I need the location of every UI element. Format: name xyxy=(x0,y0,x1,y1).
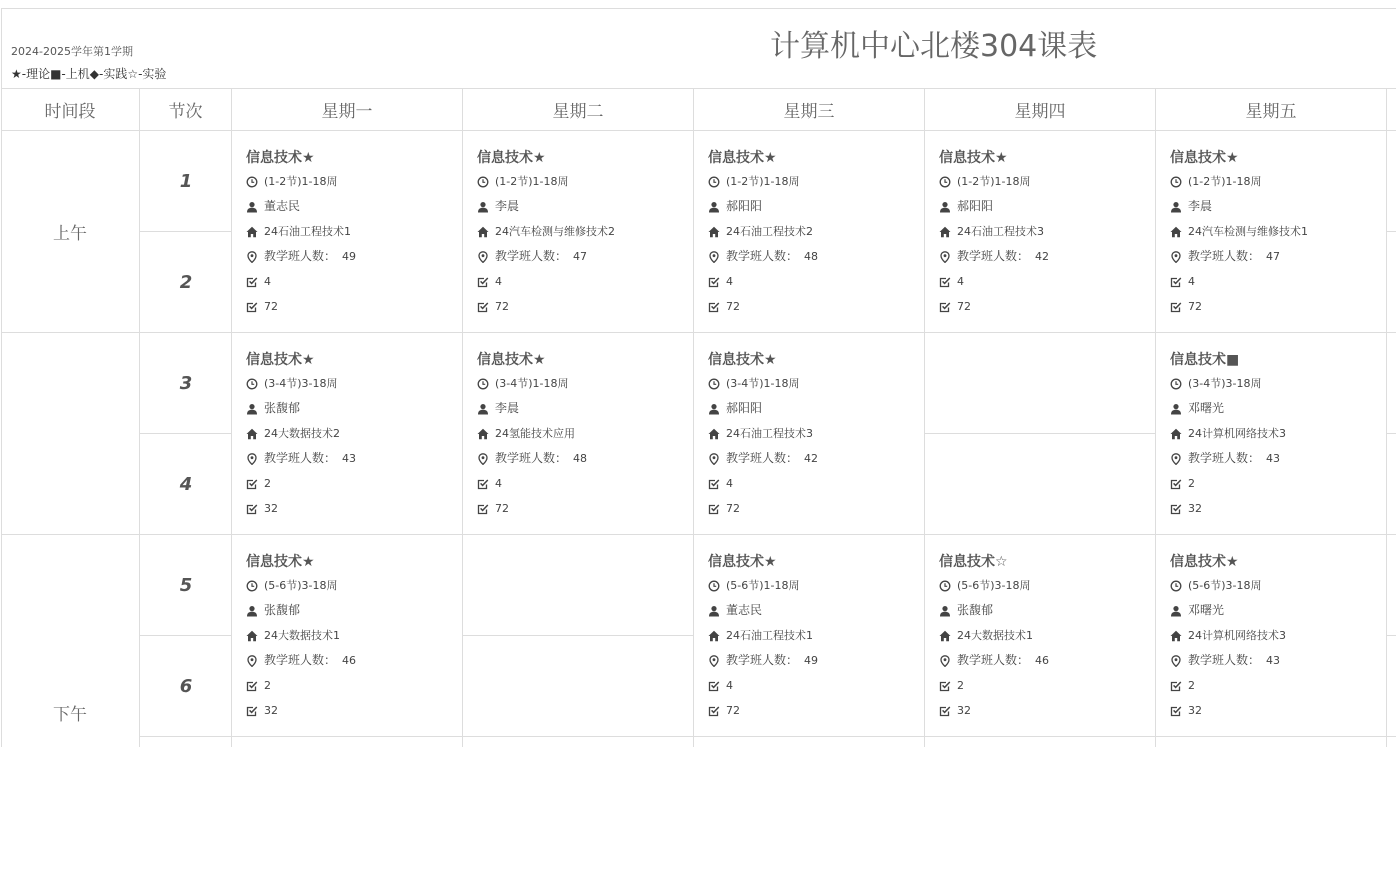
course-hours: 72 xyxy=(726,704,740,717)
course-time-row xyxy=(477,169,694,194)
slot-number: 1 xyxy=(179,171,193,192)
course-class: 24汽车检测与维修技术2 xyxy=(495,225,615,238)
check-square-icon xyxy=(708,503,720,515)
course-name: 信息技术★ xyxy=(477,352,546,368)
user-icon xyxy=(246,403,258,415)
course-size-row xyxy=(1170,244,1387,269)
class-size-value: 47 xyxy=(573,250,588,263)
course-class-row xyxy=(246,421,463,446)
course-cell-mon56[interactable] xyxy=(232,535,463,723)
course-teacher-row xyxy=(1170,194,1387,219)
course-class-row xyxy=(708,421,925,446)
course-name: 信息技术★ xyxy=(708,352,777,368)
map-pin-icon xyxy=(708,655,720,667)
course-hours-row xyxy=(939,294,1156,319)
user-icon xyxy=(708,605,720,617)
check-square-icon xyxy=(708,705,720,717)
course-credit-row xyxy=(1170,269,1387,294)
course-teacher: 李晨 xyxy=(495,401,520,415)
course-time: (3-4节)3-18周 xyxy=(1188,377,1262,390)
course-teacher: 李晨 xyxy=(495,199,520,213)
home-icon xyxy=(477,428,489,440)
course-hours-row xyxy=(477,496,694,521)
class-size-value: 48 xyxy=(573,452,588,465)
class-size-label: 教学班人数： xyxy=(957,653,1030,667)
course-teacher-row xyxy=(1170,396,1387,421)
slot-number: 3 xyxy=(179,373,193,394)
course-hours: 72 xyxy=(726,502,740,515)
course-size-row xyxy=(477,244,694,269)
course-size-row xyxy=(708,244,925,269)
course-class: 24石油工程技术3 xyxy=(957,225,1044,238)
course-teacher-row xyxy=(246,396,463,421)
check-square-icon xyxy=(477,301,489,313)
course-time-row xyxy=(708,371,925,396)
course-class-row xyxy=(708,219,925,244)
course-credit-row xyxy=(246,269,463,294)
class-size-label: 教学班人数： xyxy=(1188,451,1261,465)
clock-icon xyxy=(246,378,258,390)
course-class-row xyxy=(939,623,1156,648)
course-time: (5-6节)3-18周 xyxy=(1188,579,1262,592)
check-square-icon xyxy=(246,478,258,490)
check-square-icon xyxy=(1170,503,1182,515)
clock-icon xyxy=(939,176,951,188)
course-teacher-row xyxy=(708,396,925,421)
class-size-value: 46 xyxy=(1035,654,1050,667)
course-hours-row xyxy=(708,496,925,521)
class-size-value: 42 xyxy=(1035,250,1050,263)
course-hours-row xyxy=(477,294,694,319)
course-teacher: 张馥郁 xyxy=(957,603,994,617)
course-class: 24石油工程技术1 xyxy=(264,225,351,238)
check-square-icon xyxy=(246,705,258,717)
course-cell-wed34[interactable] xyxy=(694,333,925,521)
clock-icon xyxy=(477,378,489,390)
class-size-label: 教学班人数： xyxy=(726,653,799,667)
map-pin-icon xyxy=(246,251,258,263)
course-teacher: 郝阳阳 xyxy=(957,199,994,213)
course-time: (1-2节)1-18周 xyxy=(495,175,569,188)
course-cell-thu12[interactable] xyxy=(925,131,1156,319)
course-type-legend: ★-理论■-上机◆-实践☆-实验 xyxy=(11,67,167,81)
user-icon xyxy=(939,605,951,617)
course-teacher: 董志民 xyxy=(726,603,763,617)
course-size-row xyxy=(939,244,1156,269)
clock-icon xyxy=(246,580,258,592)
course-time-row xyxy=(939,573,1156,598)
map-pin-icon xyxy=(939,251,951,263)
course-teacher: 张馥郁 xyxy=(264,401,301,415)
check-square-icon xyxy=(708,301,720,313)
course-hours: 32 xyxy=(264,502,278,515)
course-hours-row xyxy=(246,294,463,319)
course-hours: 72 xyxy=(1188,300,1202,313)
course-teacher: 郝阳阳 xyxy=(726,401,763,415)
course-teacher-row xyxy=(246,598,463,623)
clock-icon xyxy=(708,176,720,188)
course-hours-row xyxy=(708,294,925,319)
column-header-slot: 节次 xyxy=(168,101,203,122)
course-cell-tue34[interactable] xyxy=(463,333,694,521)
map-pin-icon xyxy=(1170,453,1182,465)
course-class: 24大数据技术1 xyxy=(957,629,1033,642)
course-teacher-row xyxy=(939,598,1156,623)
course-hours: 72 xyxy=(957,300,971,313)
period-afternoon: 下午 xyxy=(53,705,87,725)
course-credit-row xyxy=(939,673,1156,698)
course-size-row xyxy=(708,446,925,471)
course-credit: 4 xyxy=(495,477,502,490)
course-teacher-row xyxy=(708,598,925,623)
course-credit-row xyxy=(246,471,463,496)
slot-number: 5 xyxy=(179,575,193,596)
course-size-row xyxy=(939,648,1156,673)
course-name: 信息技术☆ xyxy=(939,554,1008,570)
course-time: (1-2节)1-18周 xyxy=(1188,175,1262,188)
course-hours: 32 xyxy=(957,704,971,717)
check-square-icon xyxy=(477,503,489,515)
map-pin-icon xyxy=(477,251,489,263)
course-cell-tue12[interactable] xyxy=(463,131,694,319)
course-time-row xyxy=(246,169,463,194)
course-name: 信息技术★ xyxy=(708,554,777,570)
check-square-icon xyxy=(708,478,720,490)
map-pin-icon xyxy=(246,453,258,465)
period-morning: 上午 xyxy=(53,224,87,244)
class-size-value: 46 xyxy=(342,654,357,667)
course-teacher-row xyxy=(939,194,1156,219)
course-time: (3-4节)3-18周 xyxy=(264,377,338,390)
map-pin-icon xyxy=(1170,655,1182,667)
course-hours: 32 xyxy=(1188,502,1202,515)
course-hours-row xyxy=(246,698,463,723)
class-size-label: 教学班人数： xyxy=(264,653,337,667)
check-square-icon xyxy=(477,276,489,288)
class-size-value: 49 xyxy=(804,654,819,667)
clock-icon xyxy=(477,176,489,188)
map-pin-icon xyxy=(1170,251,1182,263)
course-name: 信息技术★ xyxy=(246,352,315,368)
clock-icon xyxy=(1170,378,1182,390)
course-time-row xyxy=(246,573,463,598)
course-teacher-row xyxy=(708,194,925,219)
course-size-row xyxy=(708,648,925,673)
course-class: 24计算机网络技术3 xyxy=(1188,427,1286,440)
course-class: 24石油工程技术1 xyxy=(726,629,813,642)
check-square-icon xyxy=(246,503,258,515)
user-icon xyxy=(1170,201,1182,213)
course-name: 信息技术★ xyxy=(1170,150,1239,166)
home-icon xyxy=(1170,428,1182,440)
course-class: 24大数据技术2 xyxy=(264,427,340,440)
course-time-row xyxy=(1170,371,1387,396)
course-credit-row xyxy=(708,269,925,294)
class-size-value: 43 xyxy=(1266,654,1281,667)
clock-icon xyxy=(1170,580,1182,592)
column-header-monday: 星期一 xyxy=(321,101,373,122)
column-header-time-period: 时间段 xyxy=(44,101,96,122)
course-teacher: 李晨 xyxy=(1188,199,1213,213)
clock-icon xyxy=(246,176,258,188)
course-time-row xyxy=(1170,573,1387,598)
course-credit: 2 xyxy=(264,477,271,490)
course-time: (5-6节)3-18周 xyxy=(264,579,338,592)
course-teacher: 邓曙光 xyxy=(1188,603,1225,617)
user-icon xyxy=(1170,605,1182,617)
map-pin-icon xyxy=(708,453,720,465)
course-time: (3-4节)1-18周 xyxy=(495,377,569,390)
course-time: (1-2节)1-18周 xyxy=(726,175,800,188)
column-header-wednesday: 星期三 xyxy=(783,101,835,122)
course-cell-mon12[interactable] xyxy=(232,131,463,319)
check-square-icon xyxy=(246,680,258,692)
check-square-icon xyxy=(1170,478,1182,490)
map-pin-icon xyxy=(708,251,720,263)
course-class-row xyxy=(246,219,463,244)
map-pin-icon xyxy=(477,453,489,465)
course-cell-wed12[interactable] xyxy=(694,131,925,319)
course-class-row xyxy=(708,623,925,648)
slot-number: 4 xyxy=(179,474,193,495)
course-size-row xyxy=(1170,648,1387,673)
course-credit: 4 xyxy=(726,477,733,490)
course-hours-row xyxy=(246,496,463,521)
course-class-row xyxy=(1170,421,1387,446)
course-class: 24计算机网络技术3 xyxy=(1188,629,1286,642)
course-hours-row xyxy=(1170,698,1387,723)
course-cell-mon34[interactable] xyxy=(232,333,463,521)
course-credit: 2 xyxy=(957,679,964,692)
course-size-row xyxy=(246,446,463,471)
course-hours-row xyxy=(939,698,1156,723)
course-teacher: 张馥郁 xyxy=(264,603,301,617)
column-header-friday: 星期五 xyxy=(1245,101,1297,122)
course-hours-row xyxy=(1170,294,1387,319)
user-icon xyxy=(246,605,258,617)
check-square-icon xyxy=(246,301,258,313)
timetable-header xyxy=(1,8,1396,88)
class-size-value: 48 xyxy=(804,250,819,263)
course-size-row xyxy=(246,648,463,673)
course-class-row xyxy=(246,623,463,648)
course-time: (3-4节)1-18周 xyxy=(726,377,800,390)
home-icon xyxy=(708,428,720,440)
course-credit-row xyxy=(708,673,925,698)
home-icon xyxy=(477,226,489,238)
course-hours: 32 xyxy=(264,704,278,717)
check-square-icon xyxy=(477,478,489,490)
course-name: 信息技术★ xyxy=(477,150,546,166)
clock-icon xyxy=(708,580,720,592)
home-icon xyxy=(246,630,258,642)
course-hours: 72 xyxy=(495,502,509,515)
course-name: 信息技术★ xyxy=(939,150,1008,166)
course-hours-row xyxy=(708,698,925,723)
class-size-label: 教学班人数： xyxy=(1188,653,1261,667)
slot-number: 6 xyxy=(179,676,193,697)
class-size-label: 教学班人数： xyxy=(726,451,799,465)
course-hours: 72 xyxy=(726,300,740,313)
course-hours: 72 xyxy=(264,300,278,313)
course-cell-fri56[interactable] xyxy=(1156,535,1387,723)
user-icon xyxy=(246,201,258,213)
course-hours-row xyxy=(1170,496,1387,521)
course-cell-fri34[interactable] xyxy=(1156,333,1387,521)
check-square-icon xyxy=(1170,276,1182,288)
course-class: 24石油工程技术2 xyxy=(726,225,813,238)
user-icon xyxy=(477,201,489,213)
home-icon xyxy=(246,226,258,238)
course-time-row xyxy=(708,169,925,194)
course-class: 24汽车检测与维修技术1 xyxy=(1188,225,1308,238)
check-square-icon xyxy=(1170,680,1182,692)
course-credit-row xyxy=(1170,471,1387,496)
class-size-label: 教学班人数： xyxy=(1188,249,1261,263)
course-time: (5-6节)1-18周 xyxy=(726,579,800,592)
course-credit: 2 xyxy=(264,679,271,692)
course-time-row xyxy=(1170,169,1387,194)
course-cell-thu56[interactable] xyxy=(925,535,1156,723)
course-size-row xyxy=(1170,446,1387,471)
user-icon xyxy=(477,403,489,415)
course-hours: 72 xyxy=(495,300,509,313)
course-name: 信息技术■ xyxy=(1170,352,1240,368)
course-credit: 4 xyxy=(726,275,733,288)
course-time-row xyxy=(939,169,1156,194)
course-size-row xyxy=(246,244,463,269)
home-icon xyxy=(1170,630,1182,642)
course-time-row xyxy=(246,371,463,396)
column-header-tuesday: 星期二 xyxy=(552,101,604,122)
course-class-row xyxy=(1170,623,1387,648)
class-size-label: 教学班人数： xyxy=(264,249,337,263)
course-time-row xyxy=(477,371,694,396)
course-teacher: 郝阳阳 xyxy=(726,199,763,213)
course-name: 信息技术★ xyxy=(1170,554,1239,570)
clock-icon xyxy=(708,378,720,390)
map-pin-icon xyxy=(939,655,951,667)
class-size-value: 43 xyxy=(342,452,357,465)
page-title: 计算机中心北楼304课表 xyxy=(770,29,1098,64)
course-credit: 4 xyxy=(1188,275,1195,288)
class-size-label: 教学班人数： xyxy=(264,451,337,465)
course-cell-wed56[interactable] xyxy=(694,535,925,723)
course-size-row xyxy=(477,446,694,471)
check-square-icon xyxy=(939,705,951,717)
course-cell-fri12[interactable] xyxy=(1156,131,1387,319)
slot-number: 2 xyxy=(179,272,193,293)
clock-icon xyxy=(939,580,951,592)
user-icon xyxy=(1170,403,1182,415)
course-credit-row xyxy=(1170,673,1387,698)
home-icon xyxy=(246,428,258,440)
course-teacher: 邓曙光 xyxy=(1188,401,1225,415)
check-square-icon xyxy=(1170,301,1182,313)
course-teacher-row xyxy=(1170,598,1387,623)
course-class-row xyxy=(477,421,694,446)
course-credit: 2 xyxy=(1188,679,1195,692)
course-credit: 4 xyxy=(264,275,271,288)
class-size-label: 教学班人数： xyxy=(726,249,799,263)
check-square-icon xyxy=(246,276,258,288)
class-size-label: 教学班人数： xyxy=(495,249,568,263)
class-size-value: 49 xyxy=(342,250,357,263)
user-icon xyxy=(708,403,720,415)
course-credit: 4 xyxy=(726,679,733,692)
course-class: 24大数据技术1 xyxy=(264,629,340,642)
home-icon xyxy=(1170,226,1182,238)
course-time: (1-2节)1-18周 xyxy=(957,175,1031,188)
class-size-label: 教学班人数： xyxy=(495,451,568,465)
semester-label: 2024-2025学年第1学期 xyxy=(11,45,133,58)
check-square-icon xyxy=(1170,705,1182,717)
class-size-value: 42 xyxy=(804,452,819,465)
course-class-row xyxy=(477,219,694,244)
course-credit-row xyxy=(477,471,694,496)
course-credit: 4 xyxy=(495,275,502,288)
check-square-icon xyxy=(708,680,720,692)
check-square-icon xyxy=(708,276,720,288)
course-time: (5-6节)3-18周 xyxy=(957,579,1031,592)
course-name: 信息技术★ xyxy=(246,554,315,570)
class-size-value: 47 xyxy=(1266,250,1281,263)
course-credit-row xyxy=(246,673,463,698)
course-credit-row xyxy=(939,269,1156,294)
class-size-value: 43 xyxy=(1266,452,1281,465)
user-icon xyxy=(708,201,720,213)
clock-icon xyxy=(1170,176,1182,188)
course-class-row xyxy=(939,219,1156,244)
course-hours: 32 xyxy=(1188,704,1202,717)
course-teacher-row xyxy=(246,194,463,219)
course-credit: 2 xyxy=(1188,477,1195,490)
user-icon xyxy=(939,201,951,213)
check-square-icon xyxy=(939,301,951,313)
course-class: 24石油工程技术3 xyxy=(726,427,813,440)
course-teacher: 董志民 xyxy=(264,199,301,213)
home-icon xyxy=(708,630,720,642)
course-time-row xyxy=(708,573,925,598)
course-credit: 4 xyxy=(957,275,964,288)
course-teacher-row xyxy=(477,396,694,421)
class-size-label: 教学班人数： xyxy=(957,249,1030,263)
course-class-row xyxy=(1170,219,1387,244)
map-pin-icon xyxy=(246,655,258,667)
course-name: 信息技术★ xyxy=(246,150,315,166)
course-class: 24氢能技术应用 xyxy=(495,427,575,440)
course-name: 信息技术★ xyxy=(708,150,777,166)
course-credit-row xyxy=(477,269,694,294)
column-header-thursday: 星期四 xyxy=(1014,101,1066,122)
home-icon xyxy=(939,630,951,642)
course-credit-row xyxy=(708,471,925,496)
check-square-icon xyxy=(939,276,951,288)
check-square-icon xyxy=(939,680,951,692)
home-icon xyxy=(708,226,720,238)
course-teacher-row xyxy=(477,194,694,219)
course-time: (1-2节)1-18周 xyxy=(264,175,338,188)
home-icon xyxy=(939,226,951,238)
